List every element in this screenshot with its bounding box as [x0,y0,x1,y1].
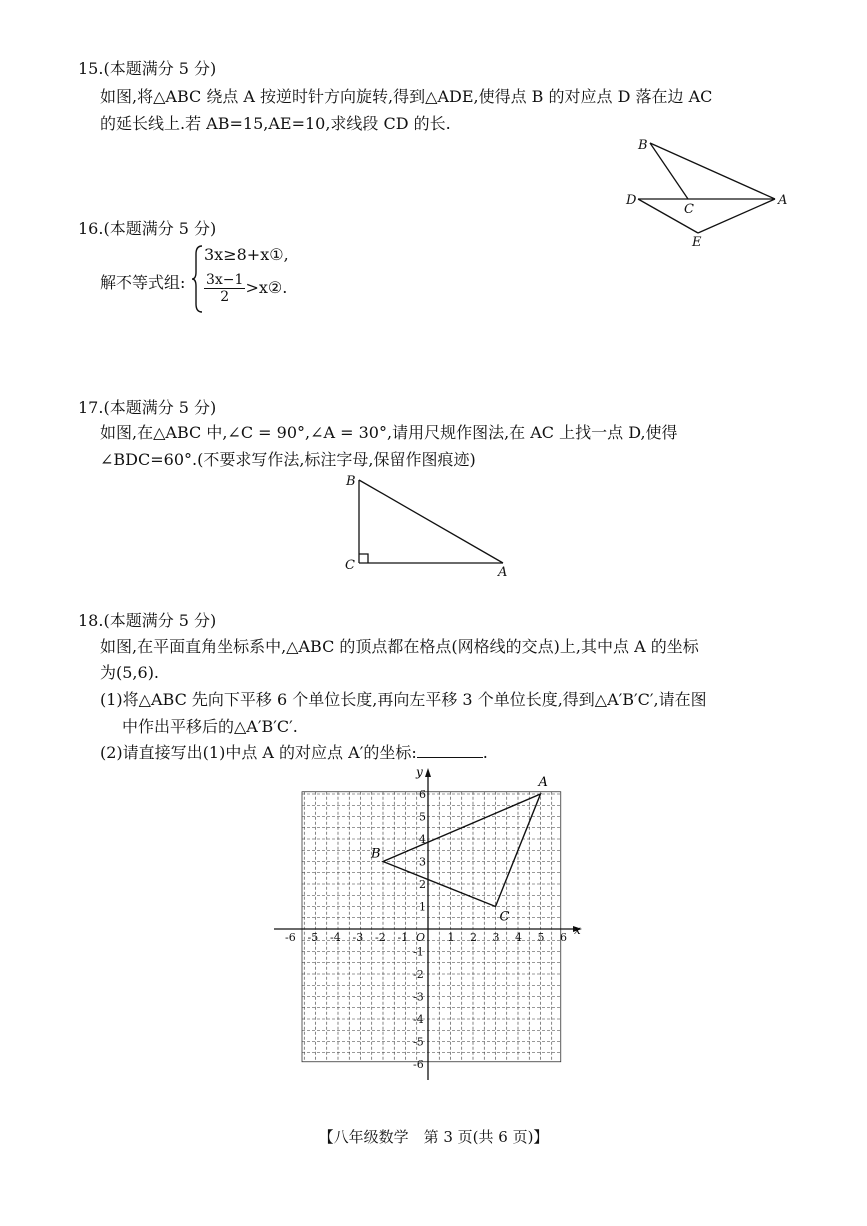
q15-rotation-figure [618,132,798,254]
triangle-abc [370,775,548,925]
x-tick-label: -6 [285,931,296,944]
y-tick-label: 2 [419,878,426,891]
vertex-label-c: C [499,909,510,925]
inequality-2-rest: >x②. [245,278,288,297]
q17-text-line2: ∠BDC=60°.(不要求写作法,标注字母,保留作图痕迹) [100,450,476,469]
q17-text-line1: 如图,在△ABC 中,∠C = 90°,∠A = 30°,请用尺规作图法,在 AC 上找一点 D,使得 [100,423,678,442]
y-axis-label: y [416,765,423,779]
vertex-label-b: B [371,846,381,862]
q18-part2-text: (2)请直接写出(1)中点 A 的对应点 A′的坐标: [100,743,417,762]
y-tick-label: -5 [413,1035,424,1049]
q18-part1-line2: 中作出平移后的△A′B′C′. [122,717,298,736]
q15-heading: 15.(本题满分 5 分) [78,59,217,78]
right-angle-mark [359,554,368,563]
q18-part1-line1: (1)将△ABC 先向下平移 6 个单位长度,再向左平移 3 个单位长度,得到△A′B′C′,请在图 [100,690,707,709]
x-tick-label: -5 [307,931,319,944]
x-tick-label: 6 [560,931,567,944]
system-brace [192,244,204,314]
segment-ea [698,199,775,233]
x-tick-label: -1 [397,931,409,944]
x-tick-label: -4 [330,931,341,944]
vertex-label-a: A [538,775,548,790]
label-d: D [626,193,637,208]
q18-text-line2: 为(5,6). [100,663,160,682]
q17-right-triangle-figure [340,470,520,582]
y-tick-label: -1 [413,945,424,959]
segment-ba [359,480,503,563]
q16-inequality-1: 3x≥8+x①, [204,245,289,264]
q16-prefix: 解不等式组: [100,273,186,292]
q16-heading: 16.(本题满分 5 分) [78,219,217,238]
origin-label: O [416,931,426,944]
q18-part2-end: . [482,743,488,762]
q16-inequality-2 [204,272,287,312]
fraction [204,272,245,305]
label-c: C [345,558,355,573]
x-tick-label: 2 [470,931,477,944]
x-tick-label: 5 [537,931,545,944]
x-axis-label: x [574,923,581,937]
page-footer: 【八年级数学 第 3 页(共 6 页)】 [318,1128,549,1146]
q18-heading: 18.(本题满分 5 分) [78,611,217,630]
fraction-denominator: 2 [220,289,230,305]
q18-text-line1: 如图,在平面直角坐标系中,△ABC 的顶点都在格点(网格线的交点)上,其中点 A 的坐标 [100,637,699,656]
x-tick-label: 1 [447,931,455,944]
y-tick-label: 6 [419,788,426,801]
answer-blank [417,743,483,758]
grid-lines [302,792,561,1062]
x-tick-label: -2 [375,931,386,944]
y-tick-label: 1 [419,900,426,914]
x-tick-label: -3 [352,931,364,944]
label-a: A [778,193,788,208]
q18-part2 [100,742,488,764]
x-tick-label: 4 [515,931,522,944]
y-tick-label: 5 [419,810,426,824]
y-tick-label: -4 [413,1013,424,1026]
y-tick-label: 3 [419,855,426,869]
label-e: E [692,235,702,250]
label-b: B [638,138,648,153]
fraction-numerator: 3x−1 [206,272,244,288]
coordinate-grid-figure [270,762,590,1084]
label-b: B [346,474,356,489]
y-tick-label: -6 [413,1058,424,1071]
q17-heading: 17.(本题满分 5 分) [78,398,217,417]
label-a: A [498,565,508,580]
grid-border [302,792,561,1062]
q15-text-line2: 的延长线上.若 AB=15,AE=10,求线段 CD 的长. [100,114,451,133]
q15-text-line1: 如图,将△ABC 绕点 A 按逆时针方向旋转,得到△ADE,使得点 B 的对应点 D 落在边 AC [100,87,713,106]
y-axis-arrow [425,768,431,777]
x-tick-label: 3 [492,931,500,944]
y-tick-label: -2 [413,968,424,981]
label-c: C [684,202,694,217]
axes [274,765,582,1080]
y-tick-label: 4 [419,833,426,846]
y-tick-label: -3 [413,990,424,1004]
